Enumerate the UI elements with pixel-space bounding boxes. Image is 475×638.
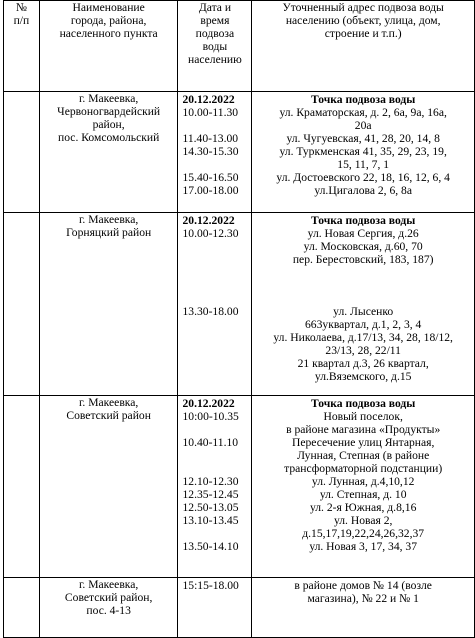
row-city-cell xyxy=(39,213,178,396)
blank-line xyxy=(178,527,251,540)
address-line: ул. Степная, д. 10 xyxy=(319,488,407,501)
header-address xyxy=(252,1,475,92)
row-city-cell xyxy=(39,396,178,578)
time-line: 12.35-12.45 xyxy=(182,488,239,501)
blank-line xyxy=(252,292,474,305)
time-line: 10.00-12.30 xyxy=(182,227,239,240)
time-line: 12.10-12.30 xyxy=(182,475,239,488)
address-line: ул. Достоевского 22, 18, 16, 12, 6, 4 xyxy=(276,171,450,184)
time-line: 10.40-11.10 xyxy=(182,436,239,449)
row-time-cell xyxy=(178,92,252,213)
blank-line xyxy=(178,462,251,475)
city-line: г. Макеевка, xyxy=(78,578,139,591)
header-address-line: строение и т.п.) xyxy=(324,27,402,40)
header-city-line: Наименование xyxy=(72,1,145,14)
time-line: 10:00-10.35 xyxy=(182,410,239,423)
city-line: г. Макеевка, xyxy=(78,92,139,105)
address-line: ул. Краматорская, д. 2, 6а, 9а, 16а, xyxy=(279,106,447,119)
blank-line xyxy=(178,253,251,266)
address-line: ул. Лунная, д.4,10,12 xyxy=(311,475,415,488)
header-time-line: подвоза xyxy=(195,27,235,40)
blank-line xyxy=(178,292,251,305)
water-delivery-table xyxy=(3,0,475,638)
header-address-line: населению (объект, улица, дом, xyxy=(285,14,441,27)
blank-line xyxy=(178,423,251,436)
time-line: 11.40-13.00 xyxy=(182,132,239,145)
header-address-line: Уточненный адрес подвоза воды xyxy=(282,1,444,14)
table-header-row xyxy=(4,1,475,92)
address-line: ул. Новая 3, 17, 34, 37 xyxy=(309,540,418,553)
address-line: трансформаторной подстанции) xyxy=(284,462,443,475)
time-line: 15:15-18.00 xyxy=(182,579,239,592)
address-line: 23/13, 28, 22/11 xyxy=(325,344,401,357)
city-line: Горняцкий район xyxy=(66,226,152,239)
address-line: ул. Чугуевская, 41, 28, 20, 14, 8 xyxy=(286,132,440,145)
city-line: район, xyxy=(92,118,125,131)
address-line: 21 квартал д.3, 26 квартал, xyxy=(297,357,429,370)
address-line: 663уквартал, д.1, 2, 3, 4 xyxy=(305,318,422,331)
city-line: Советский район, xyxy=(64,591,153,604)
address-line: пер. Берестовский, 183, 187) xyxy=(292,253,434,266)
header-city-line: города, района, xyxy=(70,14,147,27)
row-num-cell xyxy=(4,578,40,638)
time-line: 13.50-14.10 xyxy=(182,540,239,553)
header-time-line: Дата и xyxy=(198,1,232,14)
city-line: пос. Комсомольский xyxy=(58,131,160,144)
time-line: 14.30-15.30 xyxy=(182,145,239,158)
header-num-line: п/п xyxy=(13,14,30,27)
row-address-cell xyxy=(252,213,475,396)
header-city-line: населенного пункта xyxy=(59,27,158,40)
blank-line xyxy=(178,119,251,132)
blank-line xyxy=(252,279,474,292)
row-num-cell xyxy=(4,396,40,578)
header-time-line: воды xyxy=(202,40,228,53)
blank-line xyxy=(178,240,251,253)
address-line: Лунная, Степная (в районе xyxy=(297,449,430,462)
row-num-cell xyxy=(4,213,40,396)
row-address-cell xyxy=(252,396,475,578)
date-line: 20.12.2022 xyxy=(182,397,235,410)
row-num-cell xyxy=(4,92,40,213)
address-line: ул.Вяземского, д.15 xyxy=(314,370,412,383)
city-line: пос. 4-13 xyxy=(86,604,131,617)
header-city xyxy=(39,1,178,92)
header-time-line: время xyxy=(200,14,230,27)
date-line: 20.12.2022 xyxy=(182,214,235,227)
blank-line xyxy=(178,266,251,279)
row-time-cell xyxy=(178,396,252,578)
row-city-cell xyxy=(39,92,178,213)
date-line: 20.12.2022 xyxy=(182,93,235,106)
table-row xyxy=(4,396,475,578)
header-num xyxy=(4,1,40,92)
row-time-cell xyxy=(178,578,252,638)
address-line: ул.Цигалова 2, 6, 8а xyxy=(314,184,412,197)
address-line: 20а xyxy=(354,119,372,132)
city-line: г. Макеевка, xyxy=(78,213,139,226)
city-line: г. Макеевка, xyxy=(78,396,139,409)
address-line: в районе магазина «Продукты» xyxy=(286,423,441,436)
address-line: д.15,17,19,22,24,26,32,37 xyxy=(302,527,425,540)
table-row xyxy=(4,578,475,638)
time-line: 15.40-16.50 xyxy=(182,171,239,184)
address-heading: Точка подвоза воды xyxy=(311,397,416,410)
address-line: Пересечение улиц Янтарная, xyxy=(291,436,435,449)
header-time-line: населению xyxy=(188,53,242,66)
header-num-line: № xyxy=(15,1,27,14)
time-line: 13.10-13.45 xyxy=(182,514,239,527)
address-line: ул. Новая 2, xyxy=(333,514,393,527)
time-line: 13.30-18.00 xyxy=(182,305,239,318)
row-address-cell xyxy=(252,578,475,638)
address-line: ул. Новая Сергия, д.26 xyxy=(307,227,419,240)
address-line: ул. Туркменская 41, 35, 29, 23, 19, xyxy=(279,145,447,158)
blank-line xyxy=(178,279,251,292)
row-city-cell xyxy=(39,578,178,638)
time-line: 12.50-13.05 xyxy=(182,501,239,514)
address-line: ул. Московская, д.60, 70 xyxy=(303,240,423,253)
address-line: ул. 2-я Южная, д.8,16 xyxy=(309,501,417,514)
blank-line xyxy=(178,449,251,462)
city-line: Червоногвардейский xyxy=(57,105,161,118)
header-time xyxy=(178,1,252,92)
table-row xyxy=(4,92,475,213)
row-address-cell xyxy=(252,92,475,213)
address-heading: Точка подвоза воды xyxy=(311,93,416,106)
address-line: магазина), № 22 и № 1 xyxy=(307,592,419,605)
blank-line xyxy=(252,266,474,279)
time-line: 10.00-11.30 xyxy=(182,106,239,119)
address-line: ул. Лысенко xyxy=(333,305,394,318)
city-line: Советский район xyxy=(66,409,151,422)
blank-line xyxy=(178,158,251,171)
address-line: в районе домов № 14 (возле xyxy=(294,579,432,592)
address-line: Новый поселок, xyxy=(323,410,403,423)
address-line: ул. Николаева, д.17/13, 34, 28, 18/12, xyxy=(273,331,453,344)
row-time-cell xyxy=(178,213,252,396)
table-row xyxy=(4,213,475,396)
address-heading: Точка подвоза воды xyxy=(311,214,416,227)
time-line: 17.00-18.00 xyxy=(182,184,239,197)
address-line: 15, 11, 7, 1 xyxy=(337,158,390,171)
